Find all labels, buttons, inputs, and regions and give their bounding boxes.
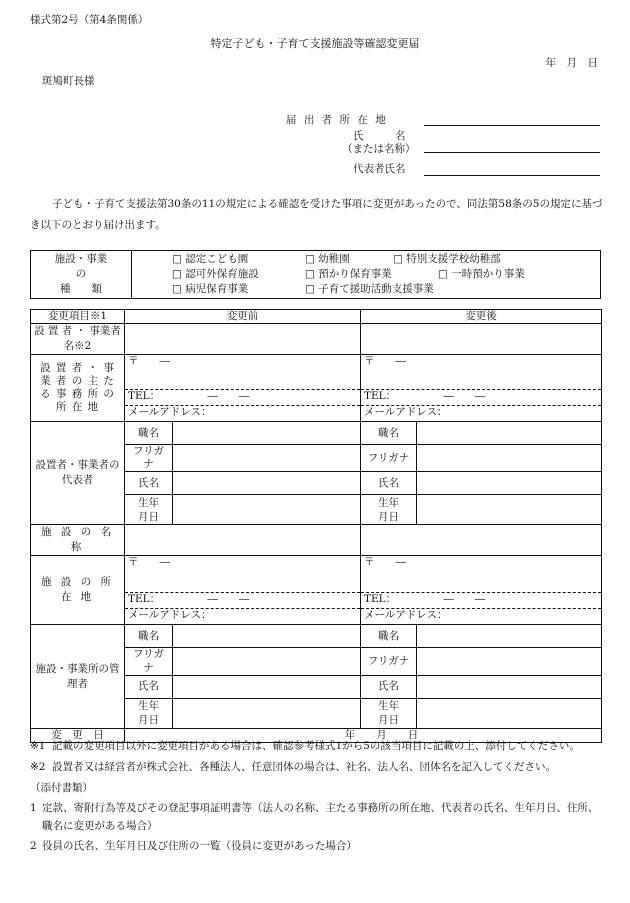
tel-line: TEL： ― ―: [125, 389, 360, 405]
mgr-furigana-label: フリガナ: [361, 648, 417, 675]
rep-furigana-label: フリガナ: [125, 445, 173, 472]
note-text: 記載の変更項目以外に変更項目がある場合は、確認参考様式1から5の該当項目に記載の上、添付してください。: [52, 740, 580, 752]
facility-address-before[interactable]: [125, 556, 361, 625]
rep-position-before[interactable]: [173, 422, 361, 445]
mgr-name-label: 氏名: [125, 675, 173, 698]
change-table: [30, 309, 602, 743]
mgr-position-label: 職名: [361, 625, 417, 648]
dob-line: 生年: [138, 700, 159, 713]
option-certified-kodomoen[interactable]: □ 認定こども園: [172, 253, 249, 265]
tel-line: TEL： ― ―: [361, 389, 601, 405]
postal-line: 〒 ―: [128, 556, 170, 569]
option-temporary-care[interactable]: □ 一時預かり事業: [438, 268, 525, 280]
applicant-rep-label: 代表者氏名: [353, 163, 406, 175]
dob-line: 月日: [378, 510, 399, 523]
rep-dob-label: [361, 495, 417, 525]
mgr-furigana-label: フリガナ: [125, 648, 173, 675]
rep-dob-before[interactable]: [173, 495, 361, 525]
rep-furigana-label: フリガナ: [361, 445, 417, 472]
attachment-mark: 2: [30, 840, 37, 852]
form-id: 様式第2号（第4条関係）: [30, 14, 149, 26]
email-line: メールアドレス：: [125, 608, 360, 624]
applicant-name-sub-label: （または名称）: [342, 143, 416, 155]
attachment-text: 定款、寄附行為等及びその登記事項証明書等（法人の名称、主たる事務所の所在地、代表者の氏名、生年月日、住所、職名に変更がある場合）: [42, 802, 599, 832]
attachment-item: [30, 837, 605, 855]
operator-address-before[interactable]: [125, 355, 361, 422]
postal-line: 〒 ―: [128, 355, 170, 368]
col-after-header: 変更後: [361, 310, 602, 324]
tel-line: TEL： ― ―: [361, 592, 601, 608]
rep-furigana-after[interactable]: [417, 445, 602, 472]
change-date-field[interactable]: 年 月 日: [125, 728, 602, 742]
mgr-dob-after[interactable]: [417, 698, 602, 728]
note-mark: ※2: [30, 761, 46, 773]
row-facility-address-label: 施 設 の 所 在 地: [31, 556, 125, 625]
rep-dob-after[interactable]: [417, 495, 602, 525]
email-line: メールアドレス：: [125, 405, 360, 421]
rep-name-after[interactable]: [417, 472, 602, 495]
mgr-name-before[interactable]: [173, 675, 361, 698]
operator-name-before[interactable]: [125, 324, 361, 355]
rep-name-before[interactable]: [173, 472, 361, 495]
facility-type-header-line: 種 類: [60, 283, 102, 295]
col-before-header: 変更前: [125, 310, 361, 324]
facility-name-before[interactable]: [125, 525, 361, 556]
dob-line: 生年: [138, 496, 159, 509]
note-item: [30, 737, 605, 755]
facility-type-header: [31, 251, 132, 299]
dob-line: 月日: [138, 510, 159, 523]
mgr-furigana-before[interactable]: [173, 648, 361, 675]
submission-date: 年 月 日: [545, 57, 598, 69]
operator-address-after[interactable]: [361, 355, 602, 422]
operator-name-after[interactable]: [361, 324, 602, 355]
mgr-name-after[interactable]: [417, 675, 602, 698]
mgr-dob-label: [125, 698, 173, 728]
row-operator-address-label: 設 置 者 ・ 事 業 者 の 主 た る 事 務 所 の 所 在 地: [31, 355, 125, 422]
option-kindergarten[interactable]: □ 幼稚園: [305, 253, 350, 265]
addressee: 斑鳩町長様: [42, 75, 95, 87]
applicant-address-field[interactable]: [424, 125, 600, 126]
postal-line: 〒 ―: [364, 355, 406, 368]
attachment-item: [30, 799, 605, 835]
dob-line: 生年: [378, 700, 399, 713]
note-mark: ※1: [30, 740, 46, 752]
attachment-mark: 1: [30, 802, 37, 814]
rep-dob-label: [125, 495, 173, 525]
rep-furigana-before[interactable]: [173, 445, 361, 472]
option-special-support-kindergarten[interactable]: □ 特別支援学校幼稚部: [393, 253, 501, 265]
rep-position-label: 職名: [125, 422, 173, 445]
mgr-position-label: 職名: [125, 625, 173, 648]
rep-position-after[interactable]: [417, 422, 602, 445]
facility-type-table: [30, 250, 601, 299]
postal-line: 〒 ―: [364, 556, 406, 569]
applicant-name-label: 氏 名: [353, 130, 406, 142]
mgr-position-after[interactable]: [417, 625, 602, 648]
mgr-dob-before[interactable]: [173, 698, 361, 728]
note-item: [30, 758, 605, 776]
facility-address-after[interactable]: [361, 556, 602, 625]
attachments-header: （添付書類）: [30, 782, 93, 794]
row-operator-name-label: 設 置 者 ・ 事業者名※2: [31, 324, 125, 355]
mgr-name-label: 氏名: [361, 675, 417, 698]
page-title: 特定子ども・子育て支援施設等確認変更届: [210, 37, 420, 50]
option-unlicensed-nursery[interactable]: □ 認可外保育施設: [172, 268, 259, 280]
rep-position-label: 職名: [361, 422, 417, 445]
row-change-date-label: 変 更 日: [31, 728, 125, 742]
email-line: メールアドレス：: [361, 405, 601, 421]
email-line: メールアドレス：: [361, 608, 601, 624]
rep-name-label: 氏名: [361, 472, 417, 495]
facility-type-options: [132, 251, 601, 299]
note-text: 設置者又は経営者が株式会社、各種法人、任意団体の場合は、社名、法人名、団体名を記入してください。: [52, 761, 556, 773]
mgr-dob-label: [361, 698, 417, 728]
applicant-rep-field[interactable]: [424, 175, 600, 176]
option-family-support[interactable]: □ 子育て援助活動支援事業: [305, 283, 434, 295]
applicant-address-label: 届 出 者 所 在 地: [286, 114, 388, 126]
row-representative-label: 設置者・事業者の代表者: [31, 422, 125, 525]
dob-line: 月日: [378, 714, 399, 727]
dob-line: 生年: [378, 496, 399, 509]
notes-section: [30, 737, 605, 855]
facility-type-header-line: の: [75, 268, 87, 280]
rep-name-label: 氏名: [125, 472, 173, 495]
option-extended-care[interactable]: □ 預かり保育事業: [305, 268, 392, 280]
dob-line: 月日: [138, 714, 159, 727]
facility-name-after[interactable]: [361, 525, 602, 556]
tel-line: TEL： ― ―: [125, 592, 360, 608]
body-text: 子ども・子育て支援法第30条の11の規定による確認を受けた事項に変更があったので、同法第58条の5の規定に基づき以下のとおり届け出ます。: [30, 198, 603, 231]
mgr-position-before[interactable]: [173, 625, 361, 648]
applicant-name-field[interactable]: [424, 152, 600, 153]
option-sick-child-care[interactable]: □ 病児保育事業: [172, 283, 249, 295]
col-item-header: 変更項目※1: [31, 310, 125, 324]
facility-type-header-line: 施設・事業: [54, 253, 108, 265]
row-manager-label: 施設・事業所の管理者: [31, 625, 125, 728]
mgr-furigana-after[interactable]: [417, 648, 602, 675]
attachment-text: 役員の氏名、生年月日及び住所の一覧（役員に変更があった場合）: [42, 840, 357, 852]
row-facility-name-label: 施 設 の 名 称: [31, 525, 125, 556]
